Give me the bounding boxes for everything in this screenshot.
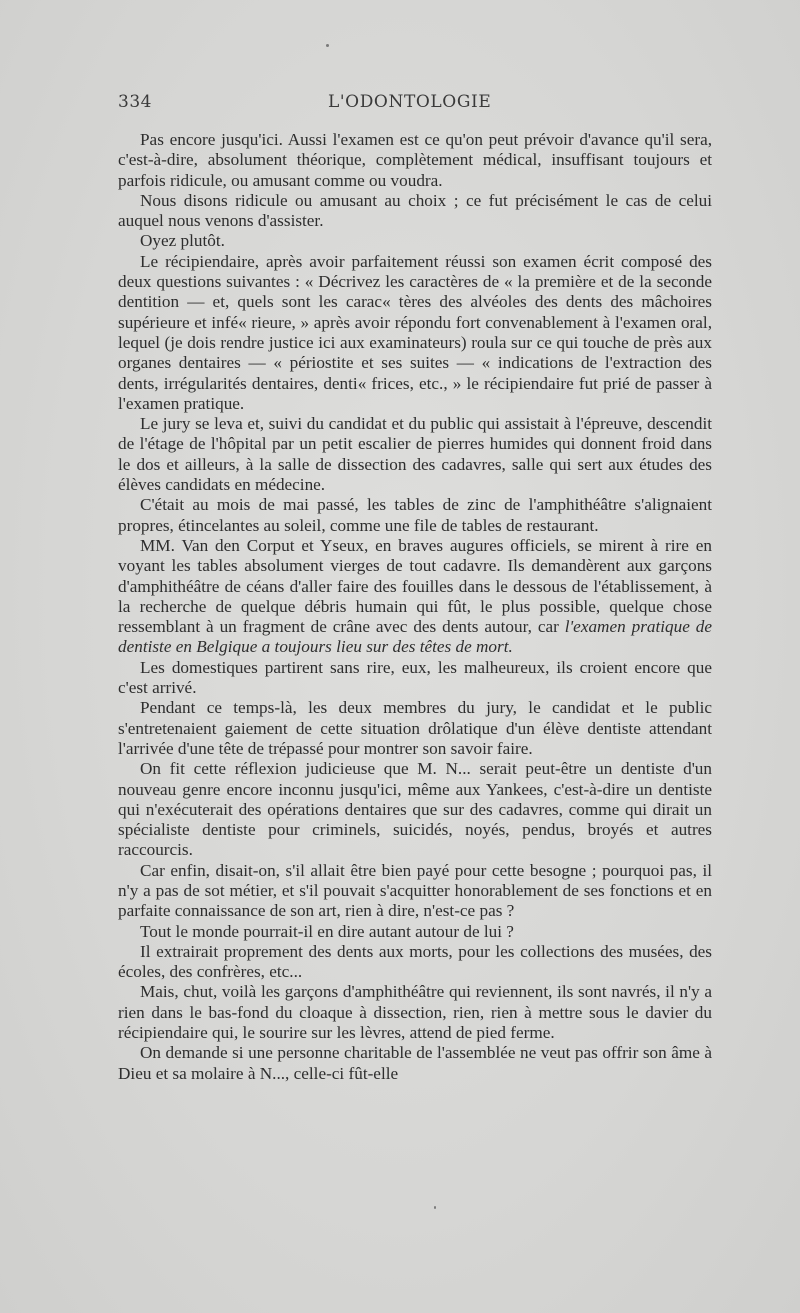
article-body <box>118 130 712 1084</box>
paragraph: Les domestiques partirent sans rire, eux, les malheureux, ils croient encore que c'est arrivé. <box>118 657 712 698</box>
paragraph-italic-text: l'examen pratique de dentiste en Belgique a toujours lieu sur des têtes de mort. <box>118 617 712 657</box>
paragraph: Pas encore jusqu'ici. Aussi l'examen est ce qu'on peut prévoir d'avance qu'il sera, c'est-à-dire, absolument théorique, complètement médical, insuffisant toujours et parfois ridicule, ou amusant comme ou voudra. <box>118 130 712 190</box>
paragraph: Le jury se leva et, suivi du candidat et du public qui assistait à l'épreuve, descendit de l'étage de l'hôpital par un petit escalier de pierres humides qui donnent froid dans le dos et ailleurs, à la salle de dissection des cadavres, salle qui sert aux études des élèves candidats en médecine. <box>118 414 712 495</box>
page-number: 334 <box>118 92 152 112</box>
paragraph <box>118 536 712 658</box>
paragraph: On demande si une personne charitable de l'assemblée ne veut pas offrir son âme à Dieu et sa molaire à N..., celle-ci fût-elle <box>118 1043 712 1083</box>
paragraph: Il extrairait proprement des dents aux morts, pour les collections des musées, des écoles, des confrères, etc... <box>118 941 712 982</box>
paragraph: Car enfin, disait-on, s'il allait être bien payé pour cette besogne ; pourquoi pas, il n'y a pas de sot métier, et s'il pouvait s'acquitter honorablement de ses fonctions et en parfaite connaissance de son art, rien à dire, n'est-ce pas ? <box>118 860 712 921</box>
paragraph-text: MM. Van den Corput et Yseux, en braves augures officiels, se mirent à rire en voyant les tables absolument vierges de tout cadavre. Ils demandèrent aux garçons d'amphithéâtre de céans d'aller faire des fouilles dans le dessous de l'établissement, à la recherche de quelque débris humain qui fût, le plus possible, quelque chose ressemblant à un fragment de crâne avec des dents autour, car <box>118 535 712 637</box>
paragraph: Mais, chut, voilà les garçons d'amphithéâtre qui reviennent, ils sont navrés, il n'y a rien dans le bas-fond du cloaque à dissection, rien, rien à mettre sous le davier du récipiendaire qui, le sourire sur les lèvres, attend de pied ferme. <box>118 982 712 1043</box>
paragraph: Le récipiendaire, après avoir parfaitement réussi son examen écrit composé des deux questions suivantes : « Décrivez les caractères de « la première et de la seconde dentition — et, quels sont les carac« tères des alvéoles des dents des mâchoires supérieure et infé« rieure, » après avoir répondu fort convenablement à l'examen oral, lequel (je dois rendre justice ici aux examinateurs) roula sur ce qui touche de près aux organes dentaires — « périostite et ses suites — « indications de l'extraction des dents, irrégularités dentaires, denti« frices, etc., » le récipiendaire fut prié de passer à l'examen pratique. <box>118 251 712 413</box>
paragraph: C'était au mois de mai passé, les tables de zinc de l'amphithéâtre s'alignaient propres, étincelantes au soleil, comme une file de tables de restaurant. <box>118 495 712 535</box>
page-header <box>118 92 710 118</box>
paragraph: Oyez plutôt. <box>140 231 225 251</box>
running-title: L'ODONTOLOGIE <box>328 92 492 112</box>
paragraph: Nous disons ridicule ou amusant au choix ; ce fut précisément le cas de celui auquel nous venons d'assister. <box>118 190 712 231</box>
paragraph: Pendant ce temps-là, les deux membres du jury, le candidat et le public s'entretenaient gaiement de cette situation drôlatique d'un élève dentiste attendant l'arrivée d'une tête de trépassé pour montrer son savoir faire. <box>118 698 712 758</box>
paragraph: On fit cette réflexion judicieuse que M. N... serait peut-être un dentiste d'un nouveau genre encore inconnu jusqu'ici, même aux Yankees, c'est-à-dire un dentiste qui n'exécuterait des opérations dentaires que sur des cadavres, comme qui dirait un spécialiste dentiste pour criminels, suicidés, noyés, pendus, broyés et autres raccourcis. <box>118 759 712 860</box>
paragraph: Tout le monde pourrait-il en dire autant autour de lui ? <box>140 921 514 941</box>
